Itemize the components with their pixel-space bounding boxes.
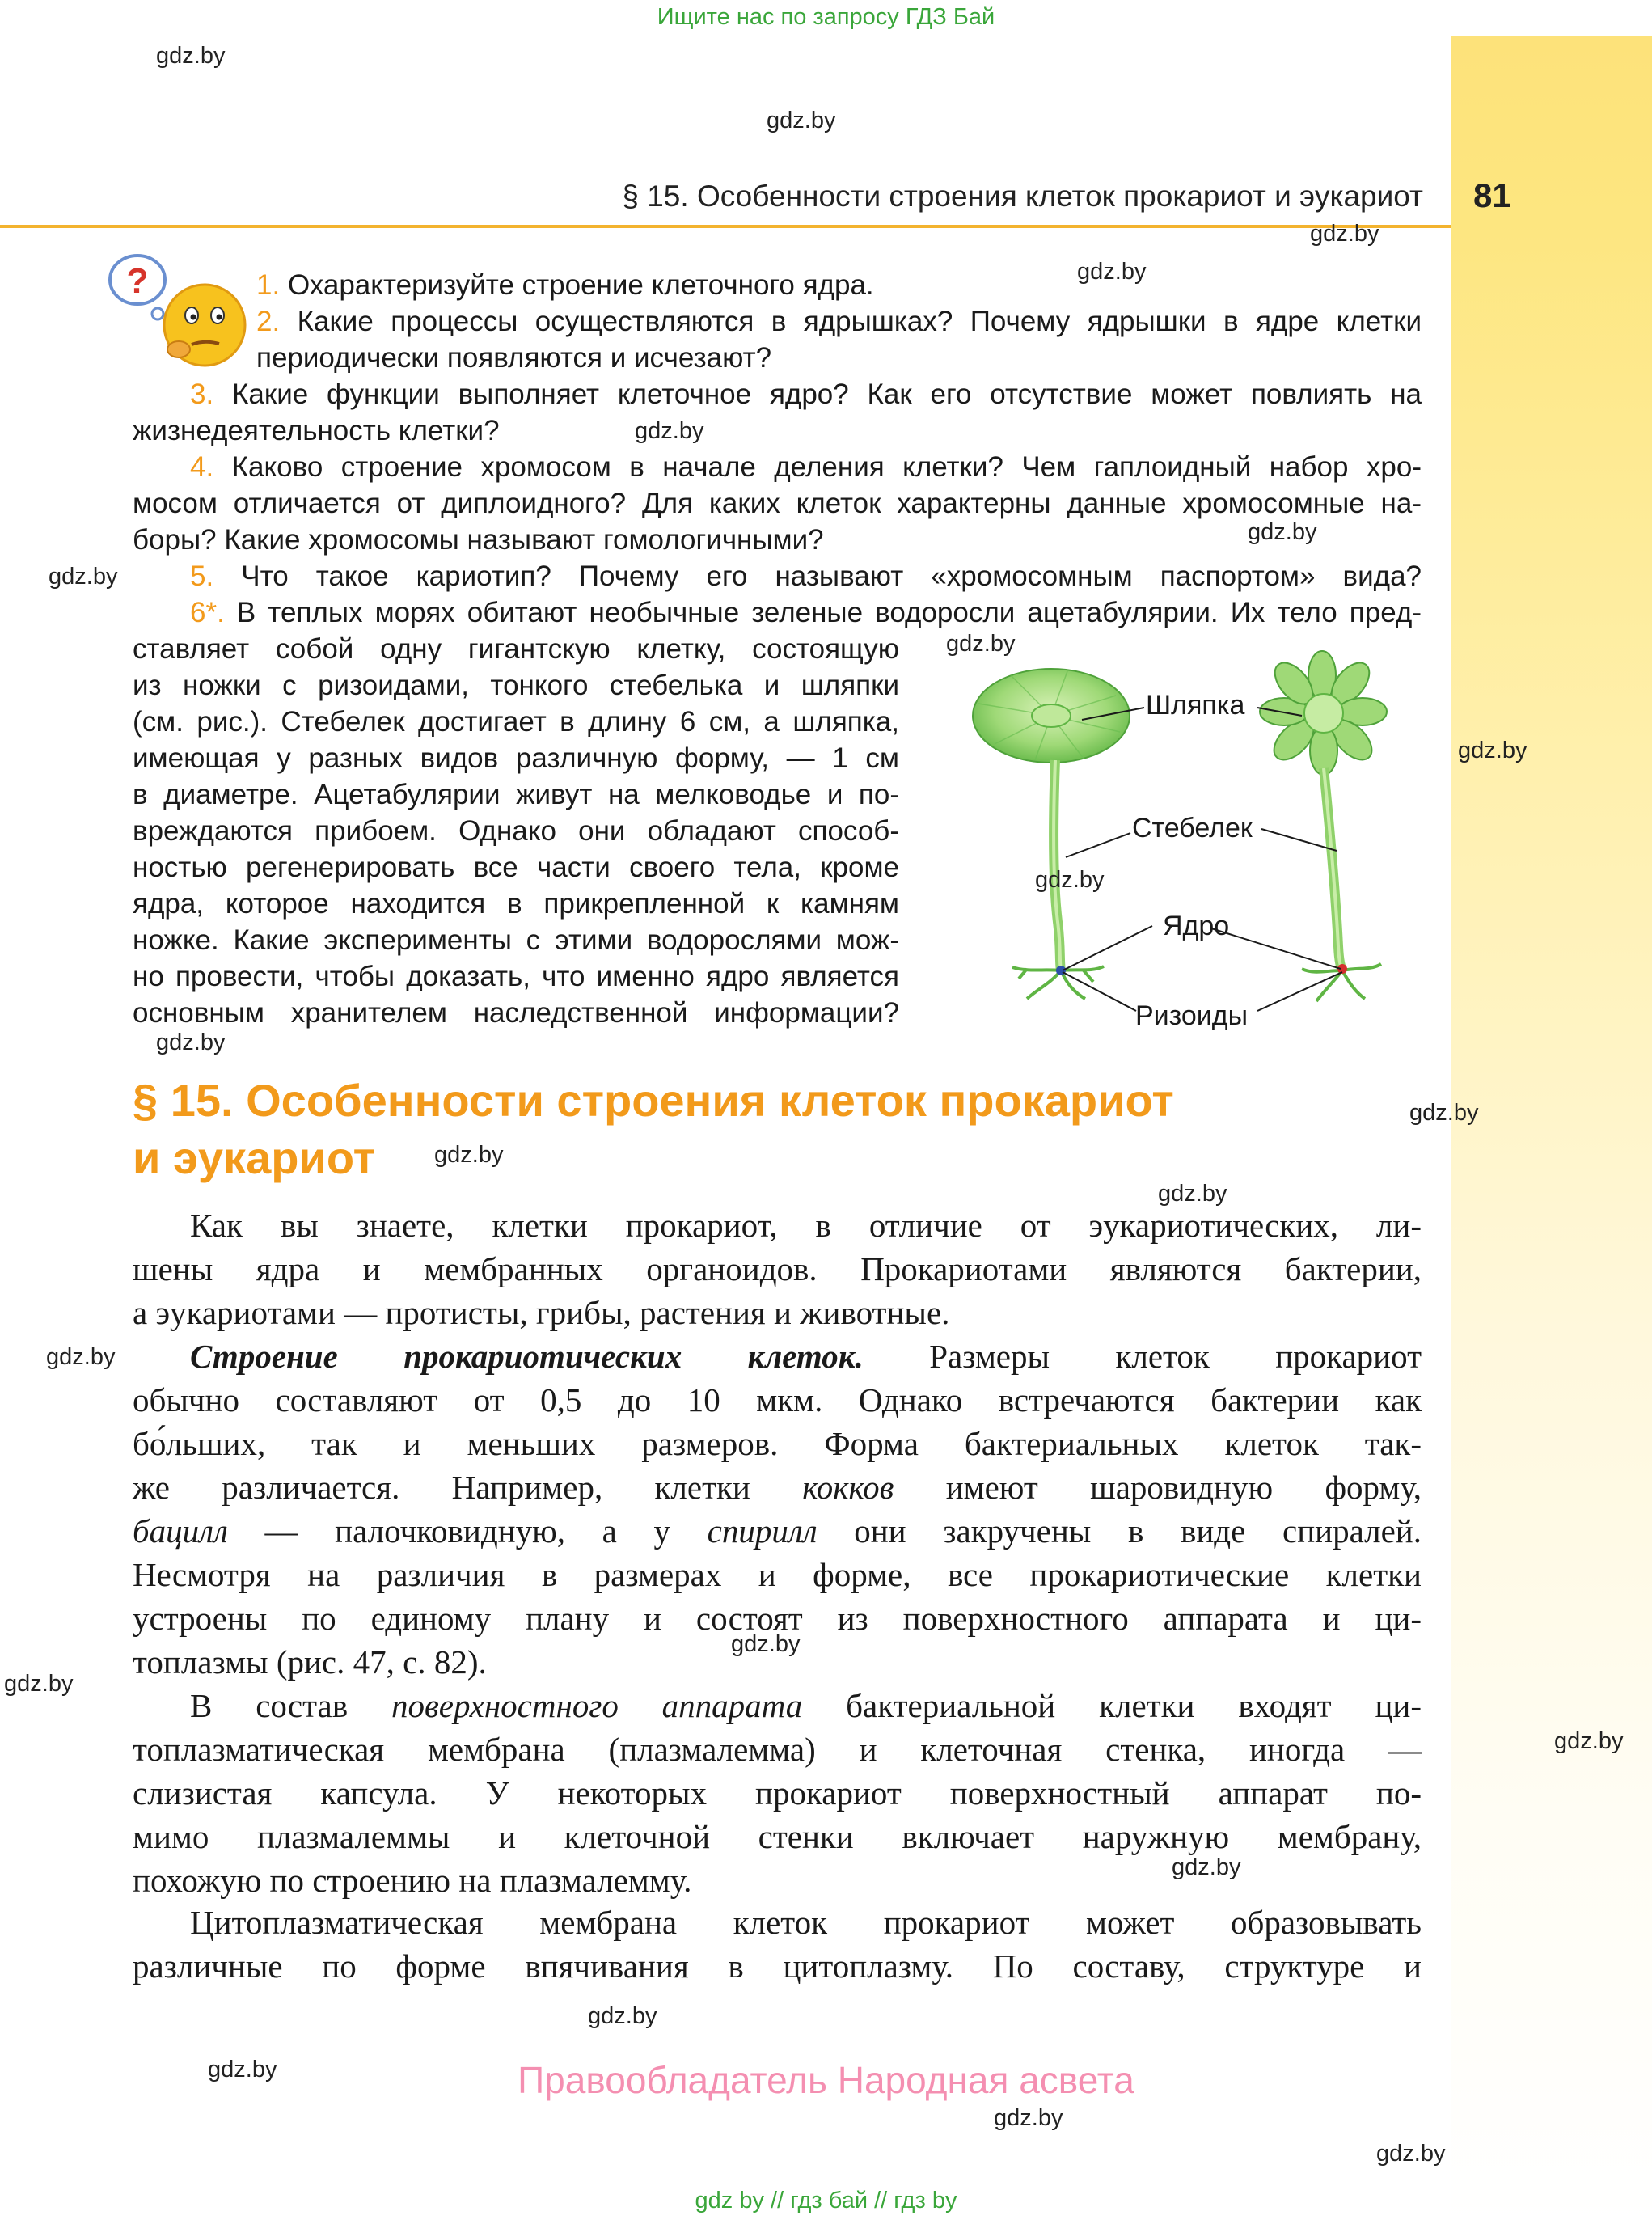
watermark: gdz.by	[767, 108, 836, 133]
term-prokaryotic-structure: Строение прокариотических клеток.	[190, 1338, 864, 1375]
running-header: § 15. Особенности строения клеток прокариот и эукариот	[622, 180, 1423, 213]
text-line: Цитоплазматическая мембрана клеток прокариот может образовывать	[190, 1904, 1422, 1941]
text-line: слизистая капсула. У некоторых прокариот поверхностный аппарат по-	[133, 1774, 1422, 1812]
text-fragment: имеют шаровидную форму,	[894, 1469, 1422, 1506]
text-line: различные по форме впячивания в цитоплазму. По составу, структуре и	[133, 1947, 1422, 1985]
question-text: ставляет собой одну гигантскую клетку, состоящую	[133, 633, 899, 665]
term-spirilla: спирилл	[707, 1512, 818, 1550]
text-fragment: бактериальной клетки входят ци-	[802, 1687, 1422, 1724]
question-text: ножке. Какие эксперименты с этими водорослями мож-	[133, 924, 899, 956]
question-text: имеющая у разных видов различную форму, — 1 см	[133, 742, 899, 774]
question-text: жизнедеятельность клетки?	[133, 415, 500, 446]
watermark: gdz.by	[1376, 2141, 1446, 2167]
question-text: В теплых морях обитают необычные зеленые водоросли ацетабулярии. Их тело пред-	[236, 597, 1422, 628]
label-stalk: Стебелек	[1132, 813, 1253, 844]
text-line: похожую по строению на плазмалемму.	[133, 1862, 692, 1899]
question-text: боры? Какие хромосомы называют гомологичными?	[133, 524, 824, 556]
watermark: gdz.by	[1554, 1728, 1624, 1754]
watermark: gdz.by	[635, 418, 704, 444]
question-text: Какие процессы осуществляются в ядрышках? Почему ядрышки в ядре клетки	[297, 306, 1422, 337]
watermark: gdz.by	[1158, 1181, 1227, 1207]
watermark: gdz.by	[208, 2057, 277, 2082]
question-text: периодически появляются и исчезают?	[256, 342, 772, 374]
watermark: gdz.by	[1458, 738, 1527, 763]
copyright-notice: Правообладатель Народная асвета	[518, 2059, 1134, 2101]
text-line: мимо плазмалеммы и клеточной стенки включает наружную мембрану,	[133, 1818, 1422, 1855]
text-line: бо́льших, так и меньших размеров. Форма бактериальных клеток так-	[133, 1425, 1422, 1462]
watermark: gdz.by	[1035, 867, 1105, 893]
question-text: в диаметре. Ацетабулярии живут на мелководье и по-	[133, 779, 899, 810]
question-text: Охарактеризуйте строение клеточного ядра.	[287, 269, 874, 301]
question-6-continued	[133, 631, 899, 1031]
question-text: вреждаются прибоем. Однако они обладают способ-	[133, 815, 899, 847]
right-alga	[1260, 651, 1387, 1001]
section-heading	[133, 1072, 1174, 1186]
term-bacilli: бацилл	[133, 1512, 228, 1550]
text-line: топлазмы (рис. 47, с. 82).	[133, 1643, 487, 1681]
question-number: 5.	[190, 560, 214, 592]
text-fragment: В состав	[190, 1687, 391, 1724]
question-number: 1.	[256, 269, 281, 301]
text-fragment: — палочковидную, а у	[227, 1512, 708, 1550]
watermark: gdz.by	[156, 43, 226, 69]
question-number: 3.	[190, 378, 214, 410]
question-text: но провести, чтобы доказать, что именно ядро является	[133, 961, 899, 992]
section-heading-line: § 15. Особенности строения клеток прокариот	[133, 1075, 1174, 1126]
text-line: а эукариотами — протисты, грибы, растения и животные.	[133, 1294, 950, 1331]
watermark: gdz.by	[46, 1344, 116, 1370]
watermark: gdz.by	[1248, 519, 1317, 545]
watermark: gdz.by	[49, 564, 118, 590]
paragraph-1	[133, 1203, 1422, 1334]
question-text: мосом отличается от диплоидного? Для каких клеток характерны данные хромосомные на-	[133, 488, 1422, 519]
question-text: Что такое кариотип? Почему его называют «хромосомным паспортом» вида?	[241, 560, 1422, 592]
paragraph-4	[133, 1901, 1422, 1988]
watermark: gdz.by	[588, 2003, 657, 2029]
question-text: основным хранителем наследственной информации?	[133, 997, 899, 1029]
question-number: 4.	[190, 451, 214, 483]
page-number: 81	[1473, 176, 1511, 214]
top-search-link[interactable]: Ищите нас по запросу ГДЗ Бай	[657, 4, 995, 30]
question-4	[133, 449, 1422, 558]
term-cocci: кокков	[802, 1469, 894, 1506]
question-2	[256, 303, 1422, 376]
watermark: gdz.by	[731, 1631, 801, 1657]
question-number: 2.	[256, 306, 281, 337]
question-text: из ножки с ризоидами, тонкого стебелька и шляпки	[133, 670, 899, 701]
label-cap: Шляпка	[1146, 690, 1245, 721]
text-line: обычно составляют от 0,5 до 10 мкм. Однако встречаются бактерии как	[133, 1381, 1422, 1419]
question-text: Какие функции выполняет клеточное ядро? Как его отсутствие может повлиять на	[232, 378, 1422, 410]
question-1	[256, 267, 874, 303]
watermark: gdz.by	[434, 1142, 504, 1168]
watermark: gdz.by	[1409, 1100, 1479, 1126]
watermark: gdz.by	[4, 1671, 74, 1697]
text-line: Несмотря на различия в размерах и форме, все прокариотические клетки	[133, 1556, 1422, 1593]
text-fragment: же различается. Например, клетки	[133, 1469, 803, 1506]
question-5	[133, 558, 1422, 594]
text-line: топлазматическая мембрана (плазмалемма) и клеточная стенка, иногда —	[133, 1731, 1422, 1768]
question-text: (см. рис.). Стебелек достигает в длину 6 см, а шляпка,	[133, 706, 899, 738]
label-nucleus: Ядро	[1163, 911, 1230, 941]
question-text: Каково строение хромосом в начале деления клетки? Чем гаплоидный набор хро-	[231, 451, 1422, 483]
question-text: ностью регенерировать все части своего тела, кроме	[133, 852, 899, 883]
page-edge-color-band	[1451, 36, 1652, 2224]
text-fragment: они закручены в виде спиралей.	[817, 1512, 1422, 1550]
text-line: Как вы знаете, клетки прокариот, в отличие от эукариотических, ли-	[190, 1207, 1422, 1244]
watermark: gdz.by	[1310, 221, 1379, 247]
bottom-search-links[interactable]: gdz by // гдз бай // гдз by	[695, 2188, 957, 2213]
text-line: устроены по единому плану и состоят из поверхностного аппарата и ци-	[133, 1600, 1422, 1637]
text-line: шены ядра и мембранных органоидов. Прокариотами являются бактерии,	[133, 1250, 1422, 1287]
term-surface-apparatus: поверхностного аппарата	[391, 1687, 803, 1724]
question-3	[133, 376, 1422, 449]
section-heading-line: и эукариот	[133, 1132, 376, 1183]
watermark: gdz.by	[994, 2105, 1063, 2131]
question-6	[133, 594, 1422, 631]
watermark: gdz.by	[156, 1030, 226, 1055]
question-number: 6*.	[190, 597, 225, 628]
svg-text:?: ?	[126, 261, 149, 301]
watermark: gdz.by	[1077, 259, 1147, 285]
label-rhizoids: Ризоиды	[1135, 1000, 1249, 1031]
text-fragment: Размеры клеток прокариот	[863, 1338, 1422, 1375]
header-rule	[0, 225, 1451, 228]
thinking-face-icon	[101, 249, 259, 370]
watermark: gdz.by	[1172, 1854, 1241, 1880]
watermark: gdz.by	[946, 631, 1016, 657]
question-text: ядра, которое находится в прикрепленной к камням	[133, 888, 899, 920]
